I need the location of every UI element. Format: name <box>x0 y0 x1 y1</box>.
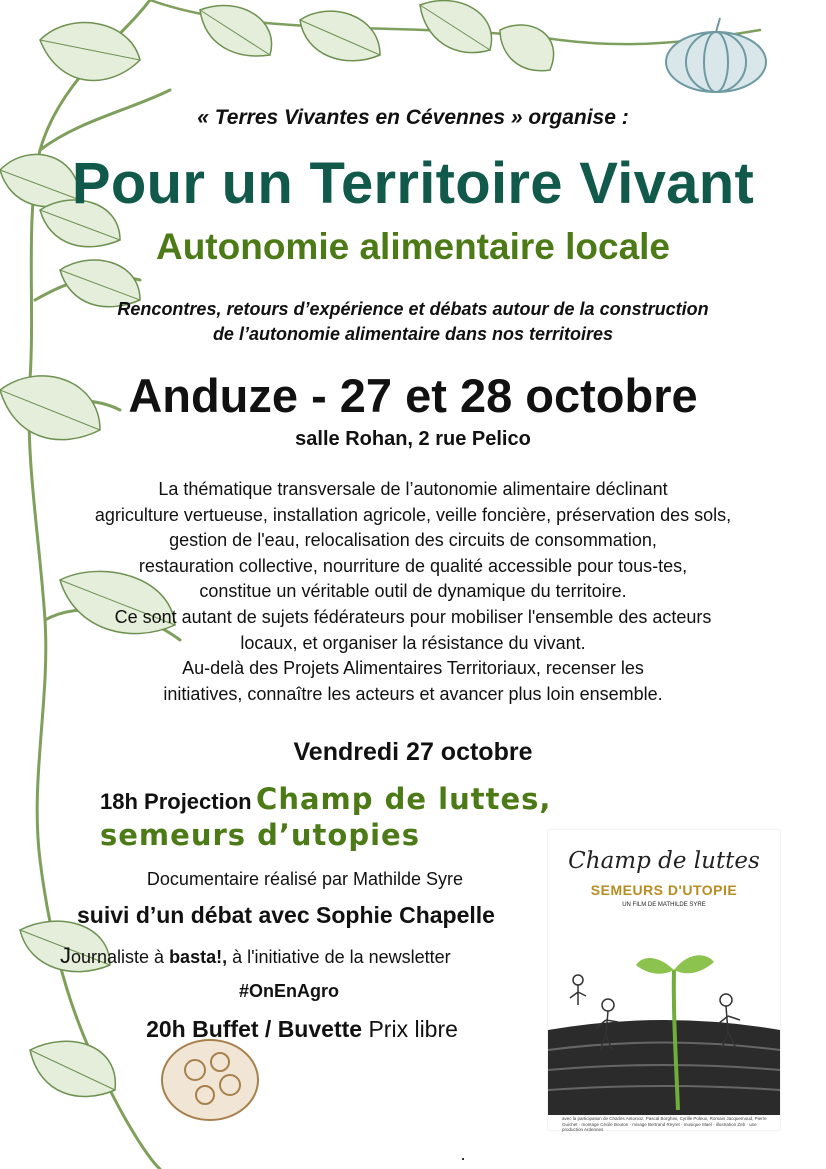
buffet-label: 20h Buffet / Buvette <box>146 1016 363 1042</box>
page-dot <box>462 1158 464 1160</box>
projection-line <box>100 782 551 816</box>
journalist-text: ournaliste à <box>71 947 170 967</box>
journalist-outlet: basta!, <box>169 947 228 967</box>
description-line: constitue un véritable outil de dynamique du territoire. <box>199 581 627 602</box>
poster-title: Champ de luttes <box>568 848 760 874</box>
description-line: Au-delà des Projets Alimentaires Territoriaux, recenser les <box>182 658 644 679</box>
poster-subtitle: SEMEURS D'UTOPIE <box>590 882 738 898</box>
tagline-line-2: de l’autonomie alimentaire dans nos territoires <box>212 324 614 344</box>
film-title-line-2: semeurs d’utopies <box>100 818 420 852</box>
description-line: Ce sont autant de sujets fédérateurs pour mobiliser l'ensemble des acteurs <box>114 606 712 627</box>
poster-illustration <box>548 910 780 1115</box>
organizer-line: « Terres Vivantes en Cévennes » organise : <box>197 106 629 129</box>
hashtag: #OnEnAgro <box>238 981 339 1001</box>
description-line: restauration collective, nourriture de qualité accessible pour tous-tes, <box>138 555 688 576</box>
journalist-line <box>60 943 451 969</box>
page-title: Pour un Territoire Vivant <box>71 151 755 216</box>
event-venue: salle Rohan, 2 rue Pelico <box>295 428 531 450</box>
friday-heading: Vendredi 27 octobre <box>293 738 533 766</box>
poster-credits: avec la participation de Charles Antonioz, Pascal Borghini, Cyrille Poleux, Romain Jacquemoud, Pierre Guichet · montage Cécile Bouton · mixage Bertrand Reyret · musique Mael · illustration Zeb · une production Ardennes <box>562 1116 767 1132</box>
description-line: initiatives, connaître les acteurs et avancer plus loin ensemble. <box>163 683 663 704</box>
documentary-credit: Documentaire réalisé par Mathilde Syre <box>146 869 464 889</box>
buffet-line <box>0 1016 604 1043</box>
film-poster <box>548 830 780 1130</box>
poster-director: UN FILM DE MATHILDE SYRE <box>622 902 706 908</box>
journalist-initial: J <box>60 943 71 968</box>
description-line: locaux, et organiser la résistance du vivant. <box>240 632 586 653</box>
projection-time: 18h Projection <box>100 789 252 814</box>
description-line: gestion de l'eau, relocalisation des circuits de consommation, <box>169 530 657 551</box>
debate-line: suivi d’un débat avec Sophie Chapelle <box>77 902 495 928</box>
description-line: La thématique transversale de l’autonomie alimentaire déclinant <box>158 479 668 499</box>
event-dates: Anduze - 27 et 28 octobre <box>128 369 698 422</box>
description-line: agriculture vertueuse, installation agricole, veille foncière, préservation des sols, <box>94 504 732 525</box>
journalist-text-2: à l'initiative de la newsletter <box>227 947 451 967</box>
description <box>0 477 826 707</box>
tagline-line-1: Rencontres, retours d’expérience et débats autour de la construction <box>117 299 709 319</box>
buffet-price: Prix libre <box>362 1016 458 1042</box>
film-title: Champ de luttes, <box>256 782 552 816</box>
page-subtitle: Autonomie alimentaire locale <box>155 226 671 267</box>
tagline <box>0 297 826 347</box>
